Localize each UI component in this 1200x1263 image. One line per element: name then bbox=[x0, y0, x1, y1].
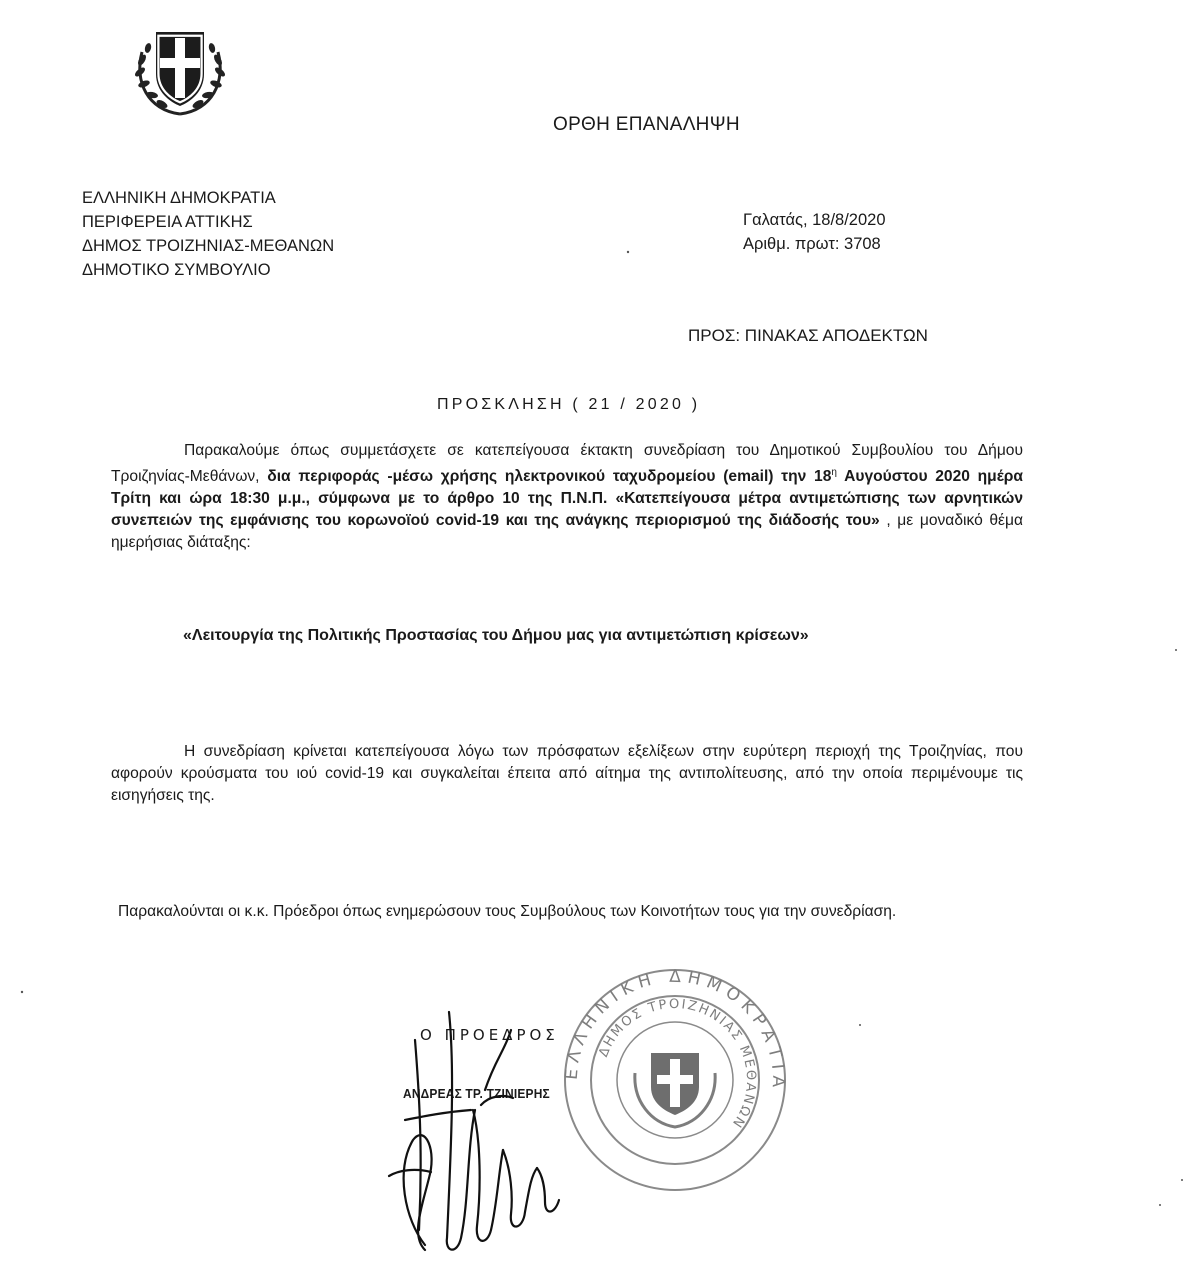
handwritten-signature bbox=[385, 1000, 615, 1260]
recipients-line: ΠΡΟΣ: ΠΙΝΑΚΑΣ ΑΠΟΔΕΚΤΩΝ bbox=[688, 326, 928, 345]
place-date: Γαλατάς, 18/8/2020 bbox=[743, 211, 886, 229]
issuer-line: ΔΗΜΟΣ ΤΡΟΙΖΗΝΙΑΣ-ΜΕΘΑΝΩΝ bbox=[82, 237, 335, 255]
issuer-line: ΠΕΡΙΦΕΡΕΙΑ ΑΤΤΙΚΗΣ bbox=[82, 213, 253, 231]
closing-paragraph: Παρακαλούνται οι κ.κ. Πρόεδροι όπως ενημερώσουν τους Συμβούλους των Κοινοτήτων τους για την συνεδρίαση. bbox=[118, 903, 897, 920]
ordinal-superscript: η bbox=[831, 467, 837, 478]
greek-coat-of-arms-icon bbox=[128, 18, 232, 122]
paragraph-text: Παρακαλούμε όπως συμμετάσχετε σε κατεπείγουσα έκτακτη συνεδρίαση του Δημοτικού Συμβουλίου του Δήμου Τροιζηνίας-Μεθάνων, bbox=[111, 442, 1023, 486]
paragraph-text: , με μοναδικό θέμα ημερήσιας διάταξης: bbox=[111, 512, 1023, 552]
paragraph-bold-text: Αυγούστου 2020 ημέρα Τρίτη και ώρα 18:30 μ.μ., σύμφωνα με το άρθρο 10 της Π.Ν.Π. «Κατεπείγουσα μέτρα αντιμετώπισης των αρνητικών συνεπειών της εμφάνισης του κορωνοϊού covid-19 και της ανάγκης περιορισμού της διάδοσής του» bbox=[111, 468, 1023, 530]
invitation-paragraph bbox=[111, 440, 1023, 554]
signatory-name: ΑΝΔΡΕΑΣ ΤΡ. ΤΖΙΝΙΕΡΗΣ bbox=[403, 1086, 550, 1101]
invitation-title: ΠΡΟΣΚΛΗΣΗ ( 21 / 2020 ) bbox=[437, 396, 701, 413]
paragraph-text: Η συνεδρίαση κρίνεται κατεπείγουσα λόγω των πρόσφατων εξελίξεων στην ευρύτερη περιοχή της Τροιζηνίας, που αφορούν κρούσματα του ιού covid-19 και συγκαλείται έπειτα από αίτημα της αντιπολίτευσης, από την οποία περιμένουμε τις εισηγήσεις της. bbox=[111, 743, 1023, 804]
date-protocol-block bbox=[743, 208, 886, 256]
agenda-topic: «Λειτουργία της Πολιτικής Προστασίας του Δήμου μας για αντιμετώπιση κρίσεων» bbox=[183, 627, 809, 644]
stamp-outer-text: ΕΛΛΗΝΙΚΗ ΔΗΜΟΚΡΑΤΙΑ bbox=[561, 966, 789, 1094]
correction-label: ΟΡΘΗ ΕΠΑΝΑΛΗΨΗ bbox=[553, 114, 740, 135]
signatory-title: Ο ΠΡΟΕΔΡΟΣ bbox=[420, 1026, 559, 1044]
protocol-number: Αριθμ. πρωτ: 3708 bbox=[743, 235, 881, 253]
justification-paragraph bbox=[111, 741, 1023, 807]
issuer-block bbox=[82, 186, 334, 282]
issuer-line: ΕΛΛΗΝΙΚΗ ΔΗΜΟΚΡΑΤΙΑ bbox=[82, 189, 276, 207]
issuer-line: ΔΗΜΟΤΙΚΟ ΣΥΜΒΟΥΛΙΟ bbox=[82, 261, 271, 279]
stamp-inner-text: ΔΗΜΟΣ ΤΡΟΙΖΗΝΙΑΣ ΜΕΘΑΝΩΝ bbox=[596, 996, 759, 1132]
paragraph-bold-text: δια περιφοράς -μέσω χρήσης ηλεκτρονικού ταχυδρομείου (email) την 18 bbox=[267, 468, 832, 486]
